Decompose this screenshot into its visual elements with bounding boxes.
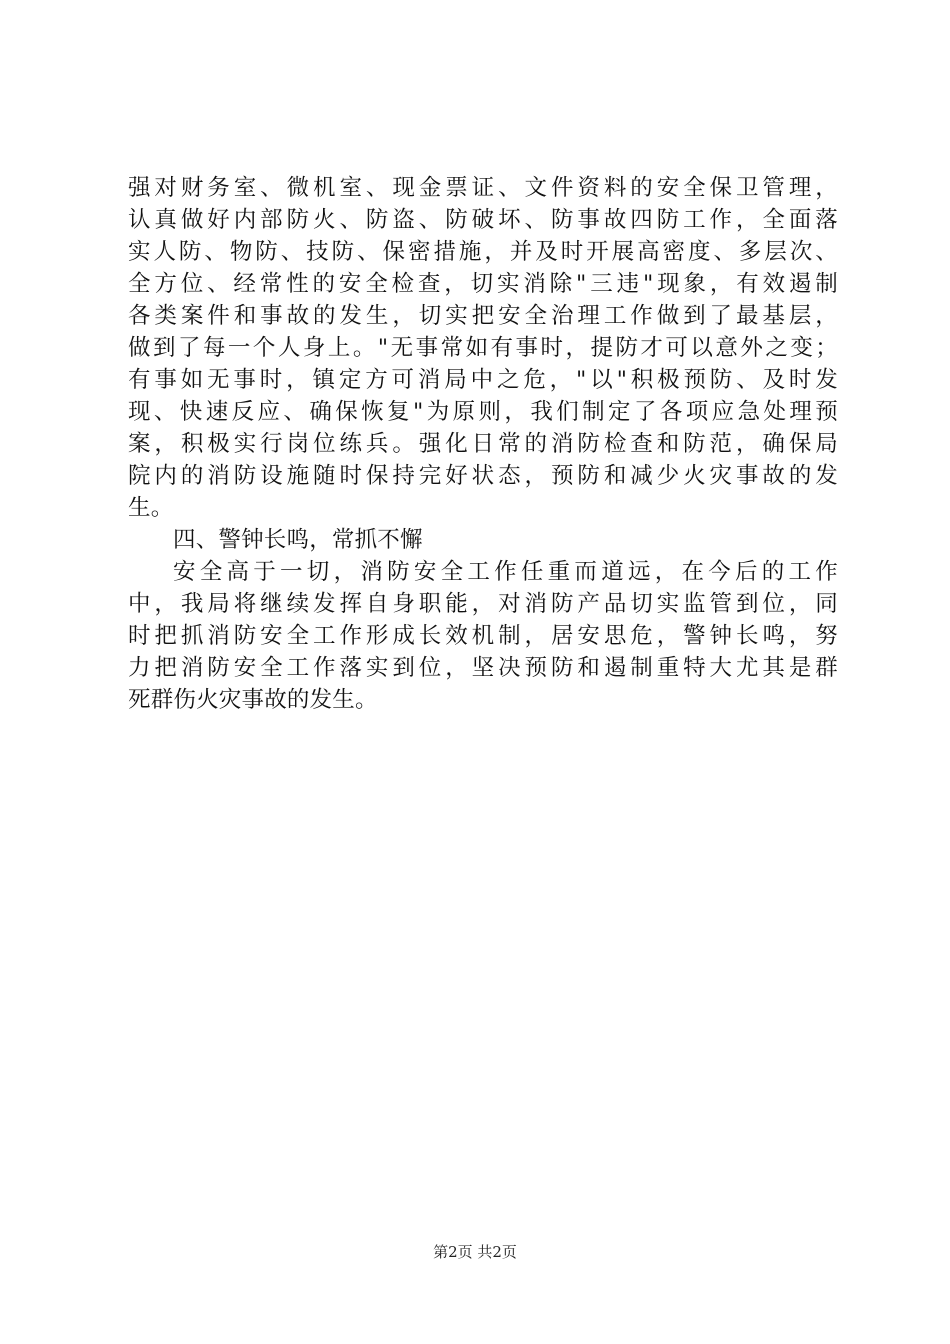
paragraph-line: 强对财务室、微机室、现金票证、文件资料的安全保卫管理， <box>128 175 838 201</box>
paragraph-line: 生。 <box>128 495 174 521</box>
paragraph-line: 有事如无事时，镇定方可消局中之危，"以"积极预防、及时发 <box>128 367 838 393</box>
paragraph-line: 现、快速反应、确保恢复"为原则，我们制定了各项应急处理预 <box>128 399 838 425</box>
paragraph-line: 全方位、经常性的安全检查，切实消除"三违"现象，有效遏制 <box>128 271 838 297</box>
paragraph-line: 认真做好内部防火、防盗、防破坏、防事故四防工作，全面落 <box>128 207 838 233</box>
section-heading: 四、警钟长鸣，常抓不懈 <box>173 527 423 553</box>
paragraph-line: 案，积极实行岗位练兵。强化日常的消防检查和防范，确保局 <box>128 431 838 457</box>
paragraph-line: 做到了每一个人身上。"无事常如有事时，提防才可以意外之变； <box>128 335 838 361</box>
paragraph-line: 安全高于一切，消防安全工作任重而道远，在今后的工作 <box>173 559 838 585</box>
paragraph-line: 各类案件和事故的发生，切实把安全治理工作做到了最基层， <box>128 303 838 329</box>
paragraph-line: 实人防、物防、技防、保密措施，并及时开展高密度、多层次、 <box>128 239 838 265</box>
paragraph-line: 力把消防安全工作落实到位，坚决预防和遏制重特大尤其是群 <box>128 655 838 681</box>
page-number-footer: 第2页 共2页 <box>433 1243 517 1261</box>
paragraph-line: 死群伤火灾事故的发生。 <box>128 687 378 713</box>
paragraph-line: 中，我局将继续发挥自身职能，对消防产品切实监管到位，同 <box>128 591 838 617</box>
document-body <box>128 172 838 716</box>
paragraph-line: 院内的消防设施随时保持完好状态，预防和减少火灾事故的发 <box>128 463 838 489</box>
paragraph-line: 时把抓消防安全工作形成长效机制，居安思危，警钟长鸣，努 <box>128 623 838 649</box>
